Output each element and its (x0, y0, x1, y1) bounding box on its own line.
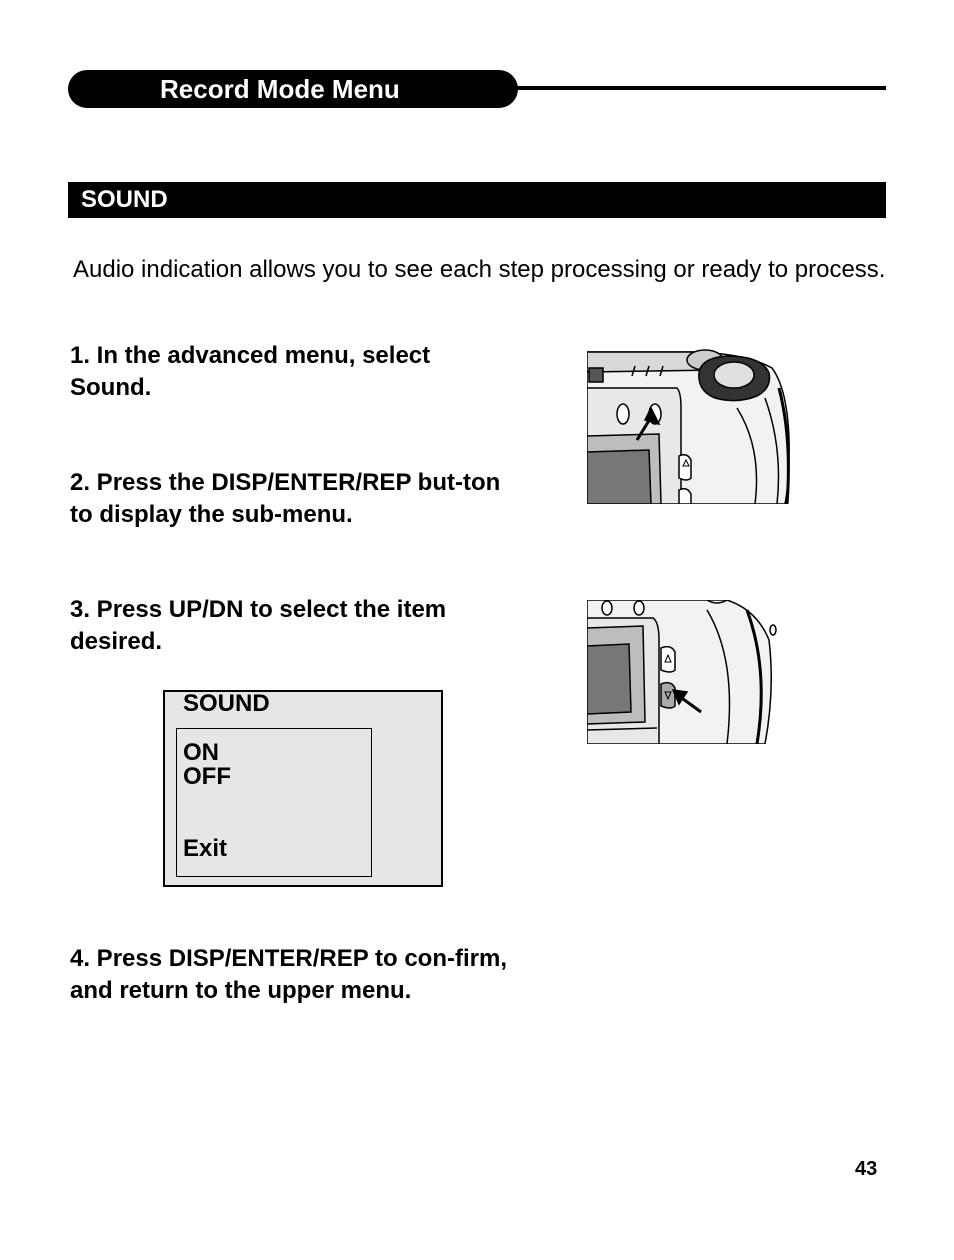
section-title: SOUND (81, 186, 168, 213)
menu-option-off: OFF (183, 763, 231, 790)
menu-exit: Exit (183, 835, 228, 862)
page-number: 43 (855, 1158, 878, 1180)
menu-option-on: ON (183, 739, 219, 766)
step-1: 1. In the advanced menu, select Sound. (70, 342, 431, 401)
camera-top-buttons-illustration (587, 348, 797, 506)
section-bar (68, 182, 886, 218)
step-3: 3. Press UP/DN to select the item desired. (70, 596, 447, 655)
step-4: 4. Press DISP/ENTER/REP to con-firm, and return to the upper menu. (70, 945, 508, 1004)
camera-side-buttons-illustration (587, 600, 779, 746)
header-rule (512, 86, 886, 90)
step-2: 2. Press the DISP/ENTER/REP but-ton to display the sub-menu. (70, 469, 501, 528)
intro-paragraph: Audio indication allows you to see each step processing or ready to process. (73, 256, 886, 283)
menu-title: SOUND (183, 690, 270, 717)
page-title: Record Mode Menu (160, 74, 400, 104)
